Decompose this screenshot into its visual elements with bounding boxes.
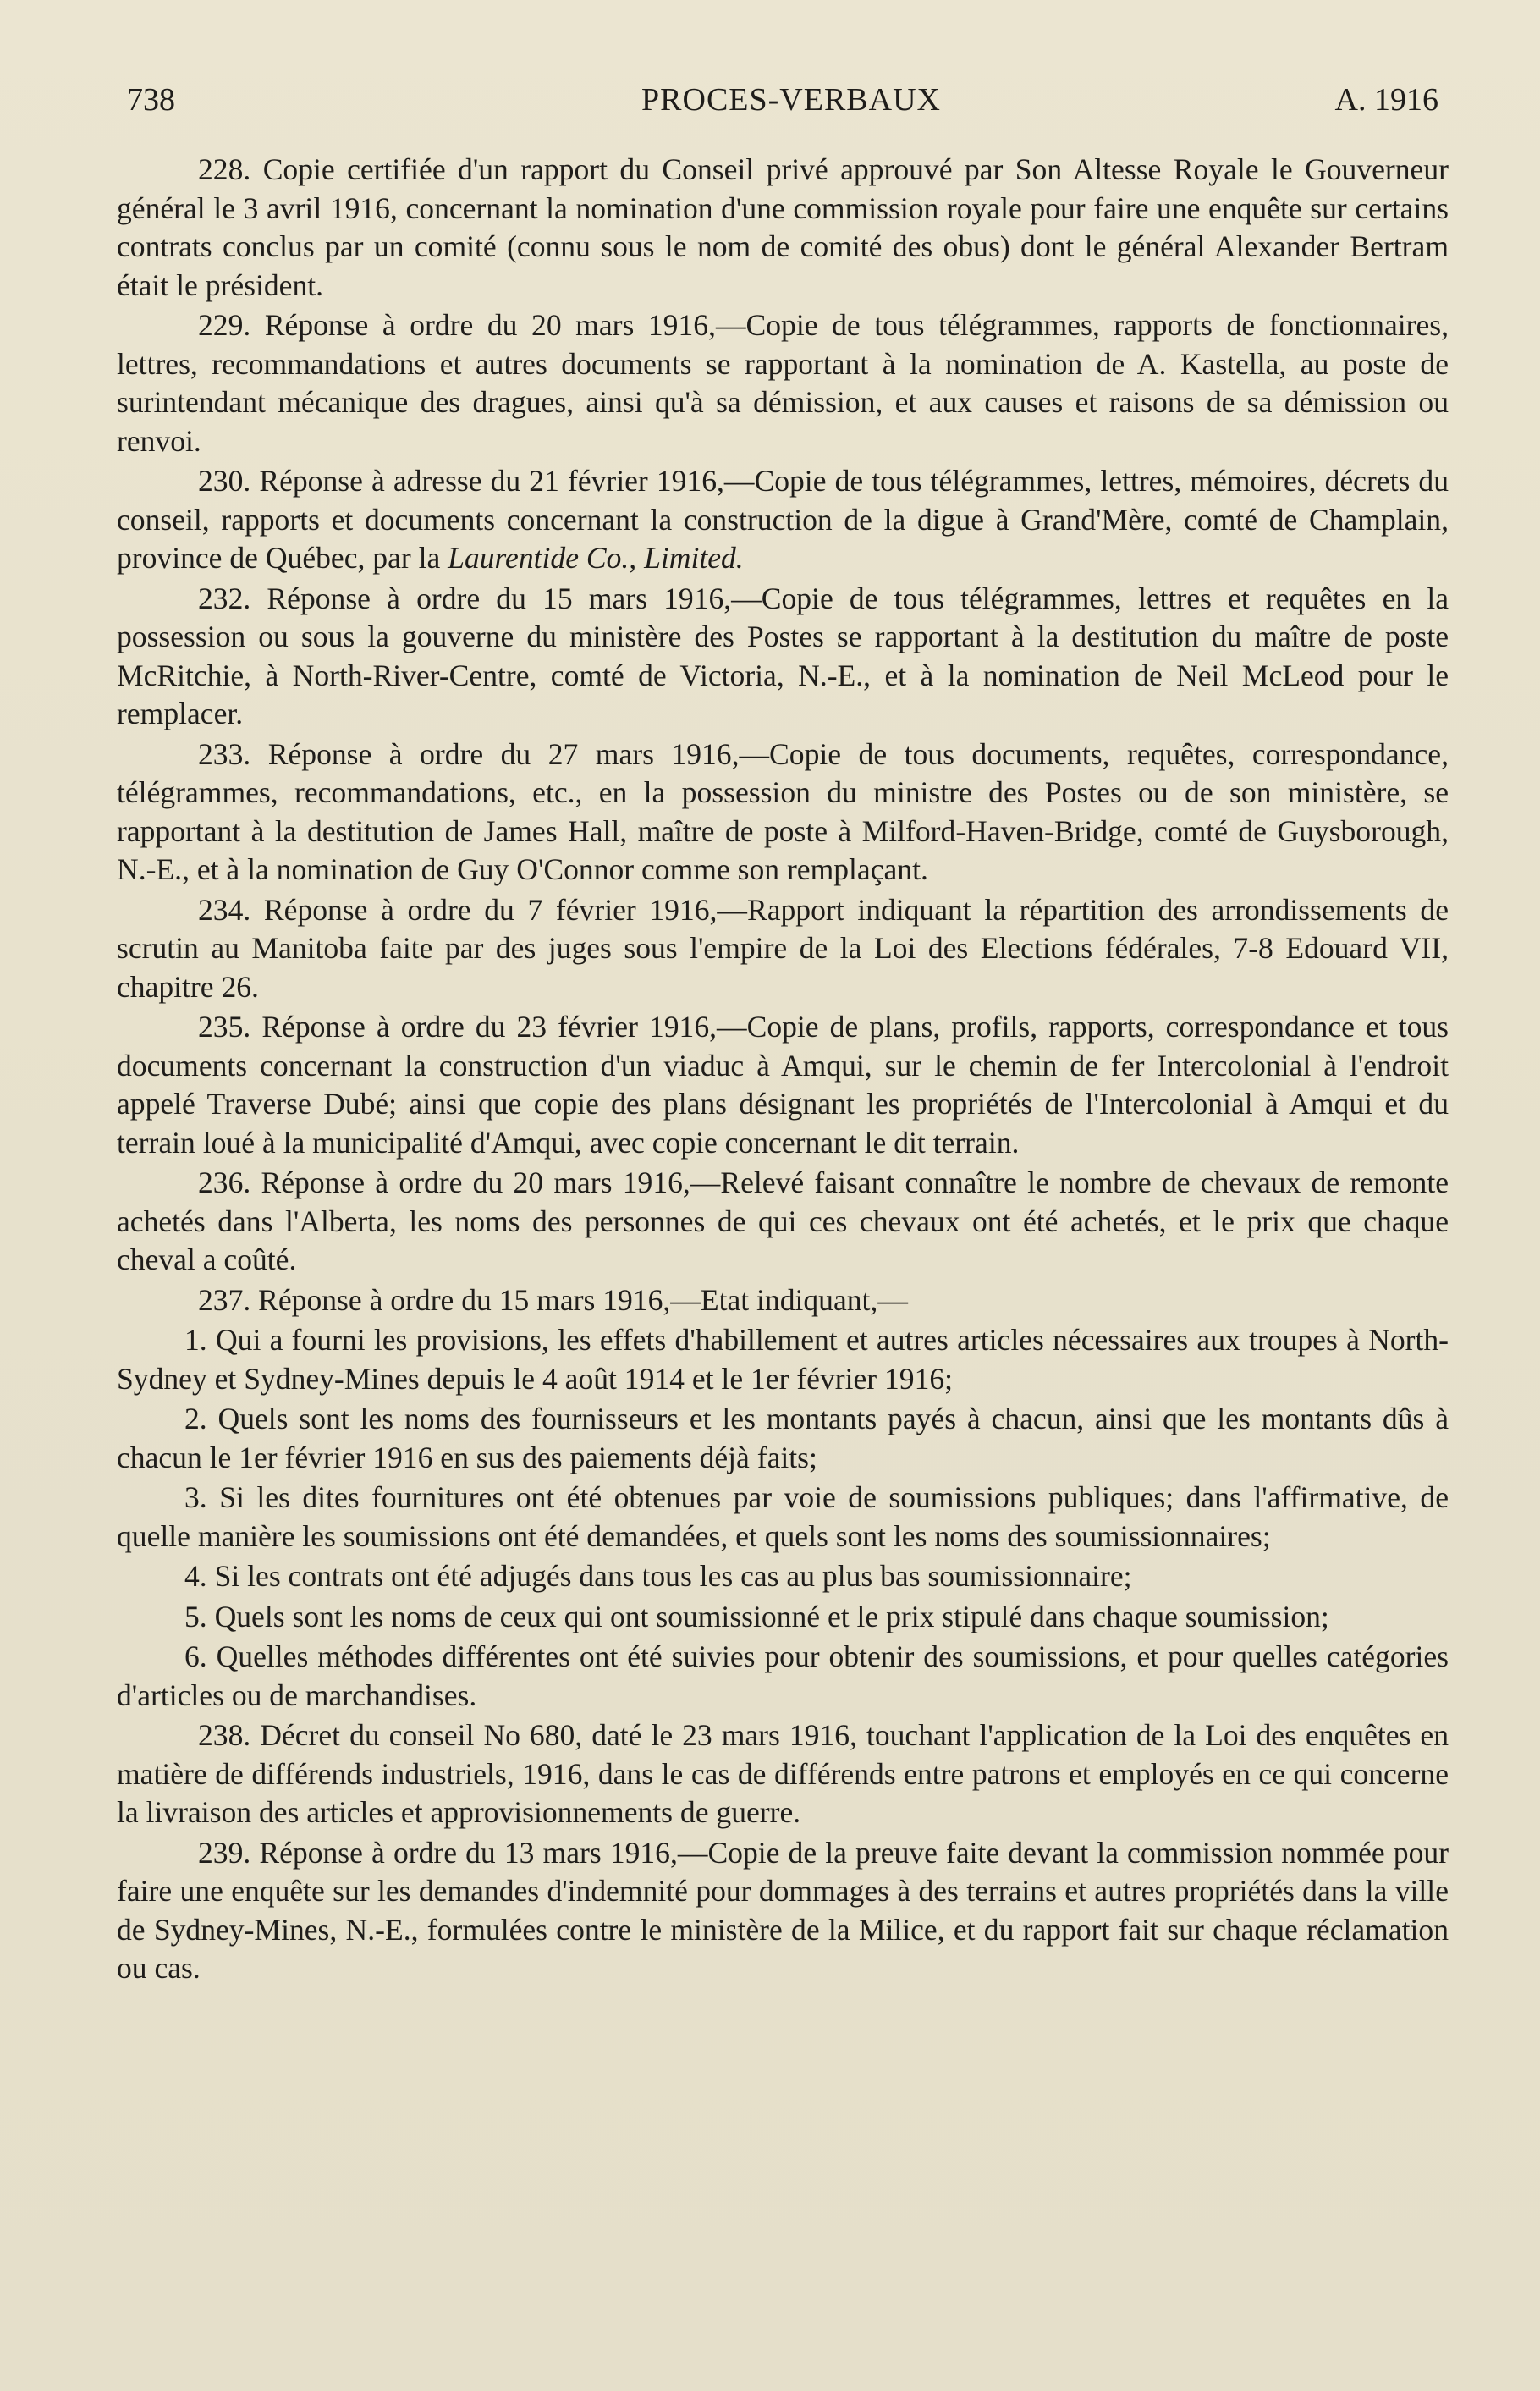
- paragraph-237: 237. Réponse à ordre du 15 mars 1916,—Etat indiquant,—: [198, 1282, 908, 1317]
- paragraph-236: 236. Réponse à ordre du 20 mars 1916,—Relevé faisant connaître le nombre de chevaux de remonte achetés dans l'Alberta, les noms des personnes de qui ces chevaux ont été achetés, et le prix que chaque cheval a coûté.: [117, 1165, 1449, 1276]
- paragraph-235: 235. Réponse à ordre du 23 février 1916,—Copie de plans, profils, rapports, correspondance et tous documents concernant la construction d'un viaduc à Amqui, sur le chemin de fer Intercolonial à l'endroit appelé Traverse Dubé; ainsi que copie des plans désignant les propriétés de l'Intercolonial à Amqui et du terrain loué à la municipalité d'Amqui, avec copie concernant le dit terrain.: [117, 1010, 1449, 1160]
- company-name: Laurentide Co., Limited.: [448, 541, 744, 575]
- list-item-1: 1. Qui a fourni les provisions, les effets d'habillement et autres articles nécessaires aux troupes à North-Sydney et Sydney-Mines depuis le 4 août 1914 et le 1er février 1916;: [117, 1323, 1449, 1396]
- page-year: A. 1916: [1334, 82, 1438, 118]
- paragraph-239: 239. Réponse à ordre du 13 mars 1916,—Copie de la preuve faite devant la commission nommée pour faire une enquête sur les demandes d'indemnité pour dommages à des terrains et autres propriétés dans la ville de Sydney-Mines, N.-E., formulées contre le ministère de la Milice, et du rapport fait sur chaque réclamation ou cas.: [117, 1835, 1449, 1985]
- paragraph-233: 233. Réponse à ordre du 27 mars 1916,—Copie de tous documents, requêtes, correspondance, télégrammes, recommandations, etc., en la possession du ministre des Postes ou de son ministère, se rapportant à la destitution de James Hall, maître de poste à Milford-Haven-Bridge, comté de Guysborough, N.-E., et à la nomination de Guy O'Connor comme son remplaçant.: [117, 736, 1449, 886]
- document-body: [117, 151, 1449, 1990]
- paragraph-232: 232. Réponse à ordre du 15 mars 1916,—Copie de tous télégrammes, lettres et requêtes en la possession ou sous la gouverne du ministère des Postes se rapportant à la destitution du maître de poste McRitchie, à North-River-Centre, comté de Victoria, N.-E., et à la nomination de Neil McLeod pour le remplacer.: [117, 581, 1449, 730]
- paragraph-238: 238. Décret du conseil No 680, daté le 23 mars 1916, touchant l'application de la Loi des enquêtes en matière de différends industriels, 1916, dans le cas de différends entre patrons et employés en ce qui concerne la livraison des articles et approvisionnements de guerre.: [117, 1718, 1449, 1829]
- list-item-3: 3. Si les dites fournitures ont été obtenues par voie de soumissions publiques; dans l'affirmative, de quelle manière les soumissions ont été demandées, et quels sont les noms des soumissionnaires;: [117, 1480, 1449, 1553]
- paragraph-234: 234. Réponse à ordre du 7 février 1916,—Rapport indiquant la répartition des arrondissements de scrutin au Manitoba faite par des juges sous l'empire de la Loi des Elections fédérales, 7-8 Edouard VII, chapitre 26.: [117, 892, 1449, 1004]
- list-item-2: 2. Quels sont les noms des fournisseurs et les montants payés à chacun, ainsi que les montants dûs à chacun le 1er février 1916 en sus des paiements déjà faits;: [117, 1402, 1449, 1474]
- list-item-6: 6. Quelles méthodes différentes ont été suivies pour obtenir des soumissions, et pour quelles catégories d'articles ou de marchandises.: [117, 1639, 1449, 1712]
- paragraph-230: 230. Réponse à adresse du 21 février 1916,—Copie de tous télégrammes, lettres, mémoires, décrets du conseil, rapports et documents concernant la construction de la digue à Grand'Mère, comté de Champlain, province de Québec, par la Laurentide Co., Limited.: [117, 464, 1449, 575]
- paragraph-229: 229. Réponse à ordre du 20 mars 1916,—Copie de tous télégrammes, rapports de fonctionnaires, lettres, recommandations et autres documents se rapportant à la nomination de A. Kastella, au poste de surintendant mécanique des dragues, ainsi qu'à sa démission, et aux causes et raisons de sa démission ou renvoi.: [117, 308, 1449, 458]
- page-header: [127, 81, 1455, 132]
- list-item-4: 4. Si les contrats ont été adjugés dans tous les cas au plus bas soumissionnaire;: [184, 1559, 1132, 1593]
- list-item-5: 5. Quels sont les noms de ceux qui ont soumissionné et le prix stipulé dans chaque soumission;: [184, 1599, 1329, 1633]
- paragraph-228: 228. Copie certifiée d'un rapport du Conseil privé approuvé par Son Altesse Royale le Gouverneur général le 3 avril 1916, concernant la nomination d'une commission royale pour faire une enquête sur certains contrats conclus par un comité (connu sous le nom de comité des obus) dont le général Alexander Bertram était le président.: [117, 152, 1449, 302]
- page-title: PROCES-VERBAUX: [641, 82, 941, 118]
- page-number: 738: [127, 82, 175, 118]
